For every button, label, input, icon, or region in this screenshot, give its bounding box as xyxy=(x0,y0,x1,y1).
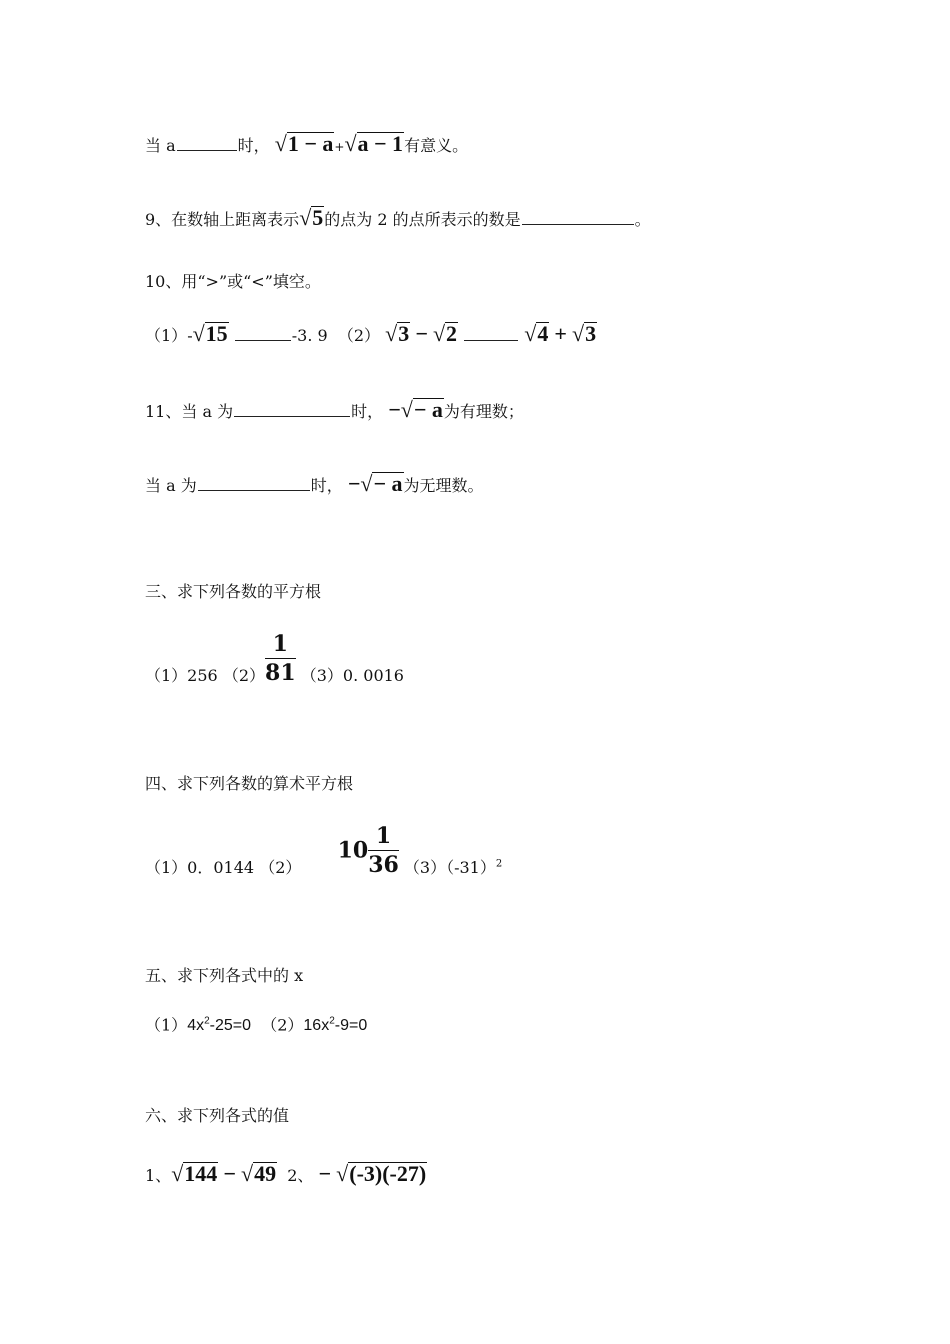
answer-blank[interactable] xyxy=(464,324,518,341)
sqrt-product: √(-3)(-27) xyxy=(336,1161,427,1186)
part-label: 2、 xyxy=(287,1166,314,1185)
sqrt-15: √15 xyxy=(192,321,228,346)
section-4-items xyxy=(145,820,502,880)
item-3: （3）0. 0016 xyxy=(300,666,404,685)
part-label: （2） xyxy=(259,858,302,877)
q11-mid: 时， xyxy=(310,476,343,495)
answer-blank[interactable] xyxy=(177,134,237,151)
minus-sign: − xyxy=(223,1161,236,1186)
q8-suffix: 有意义。 xyxy=(404,136,469,155)
q11-mid: 时， xyxy=(351,402,384,421)
sqrt-neg-a: √− a xyxy=(400,397,443,422)
sqrt-4: √4 xyxy=(524,321,549,346)
sqrt-5: √5 xyxy=(299,205,324,230)
section-3-items xyxy=(145,628,404,688)
q8-prefix: 当 a xyxy=(145,136,176,155)
plus-sign: + xyxy=(334,140,345,154)
plus-sign: + xyxy=(554,321,567,346)
section-title: 四、求下列各数的算术平方根 xyxy=(145,774,354,793)
part-label: （1） xyxy=(145,326,188,345)
q11-suffix: 为无理数。 xyxy=(403,476,484,495)
answer-blank[interactable] xyxy=(234,400,350,417)
sqrt-49: √49 xyxy=(241,1161,277,1186)
sqrt-expression: √1 − a xyxy=(274,131,334,156)
section-6-items xyxy=(145,1162,427,1188)
answer-blank[interactable] xyxy=(198,474,310,491)
sqrt-neg-a: √− a xyxy=(360,471,403,496)
sqrt-2: √2 xyxy=(432,321,458,346)
minus-sign: − xyxy=(347,471,361,496)
item-1: （1）256 xyxy=(145,666,218,685)
q11-prefix: 当 a 为 xyxy=(145,476,197,495)
q11-prefix: 11、当 a 为 xyxy=(145,402,234,421)
item-3: $(3)(-31)^2$ xyxy=(403,858,503,877)
part-label: （2） xyxy=(222,666,266,685)
section-3-title xyxy=(145,580,321,604)
sqrt-expression: √a − 1 xyxy=(344,131,404,156)
section-5-items xyxy=(145,1010,367,1038)
question-11-line1 xyxy=(145,398,524,424)
part-label: 1、 xyxy=(145,1166,172,1185)
q8-mid: 时， xyxy=(237,136,270,155)
q9-prefix: 9、在数轴上距离表示 xyxy=(145,210,300,229)
question-11-line2 xyxy=(145,472,484,498)
q9-mid: 的点为 2 的点所表示的数是 xyxy=(324,210,521,229)
sqrt-3: √3 xyxy=(572,321,597,346)
sqrt-3: √3 xyxy=(385,321,410,346)
part-label: （1） xyxy=(145,1015,188,1035)
fraction-1-36: $\frac{1}{36}$ xyxy=(368,822,399,879)
answer-blank[interactable] xyxy=(235,324,291,341)
question-10 xyxy=(145,270,321,294)
q9-suffix: 。 xyxy=(634,210,651,229)
part-label: （2） xyxy=(337,326,381,345)
part-label: （2） xyxy=(261,1015,304,1035)
equation-2: $16x^2-9=0$ xyxy=(303,1016,368,1035)
section-title: 六、求下列各式的值 xyxy=(145,1106,290,1125)
minus-sign: − xyxy=(388,397,401,422)
sqrt-144: √144 xyxy=(171,1161,218,1186)
question-9 xyxy=(145,206,651,232)
question-8-continued xyxy=(145,132,468,159)
section-6-title xyxy=(145,1104,289,1128)
section-5-title xyxy=(145,964,303,988)
minus-sign: − xyxy=(318,1161,332,1186)
answer-blank[interactable] xyxy=(522,208,634,225)
section-title: 三、求下列各数的平方根 xyxy=(145,582,322,601)
equation-1: $4x^2-25=0$ xyxy=(187,1016,252,1035)
section-4-title xyxy=(145,772,353,796)
fraction-1-81: $\frac{1}{81}$ xyxy=(265,630,296,687)
question-10-parts xyxy=(145,322,597,348)
mixed-number-integer: 10 xyxy=(337,837,369,864)
value: -3. 9 xyxy=(291,326,328,345)
item-1: （1）0．0144 xyxy=(145,858,255,877)
minus-sign: − xyxy=(415,321,428,346)
minus-sign: - xyxy=(187,326,193,345)
q11-suffix: 为有理数； xyxy=(443,402,524,421)
q10-text: 10、用“>”或“<”填空。 xyxy=(145,272,321,291)
section-title: 五、求下列各式中的 x xyxy=(145,966,304,985)
